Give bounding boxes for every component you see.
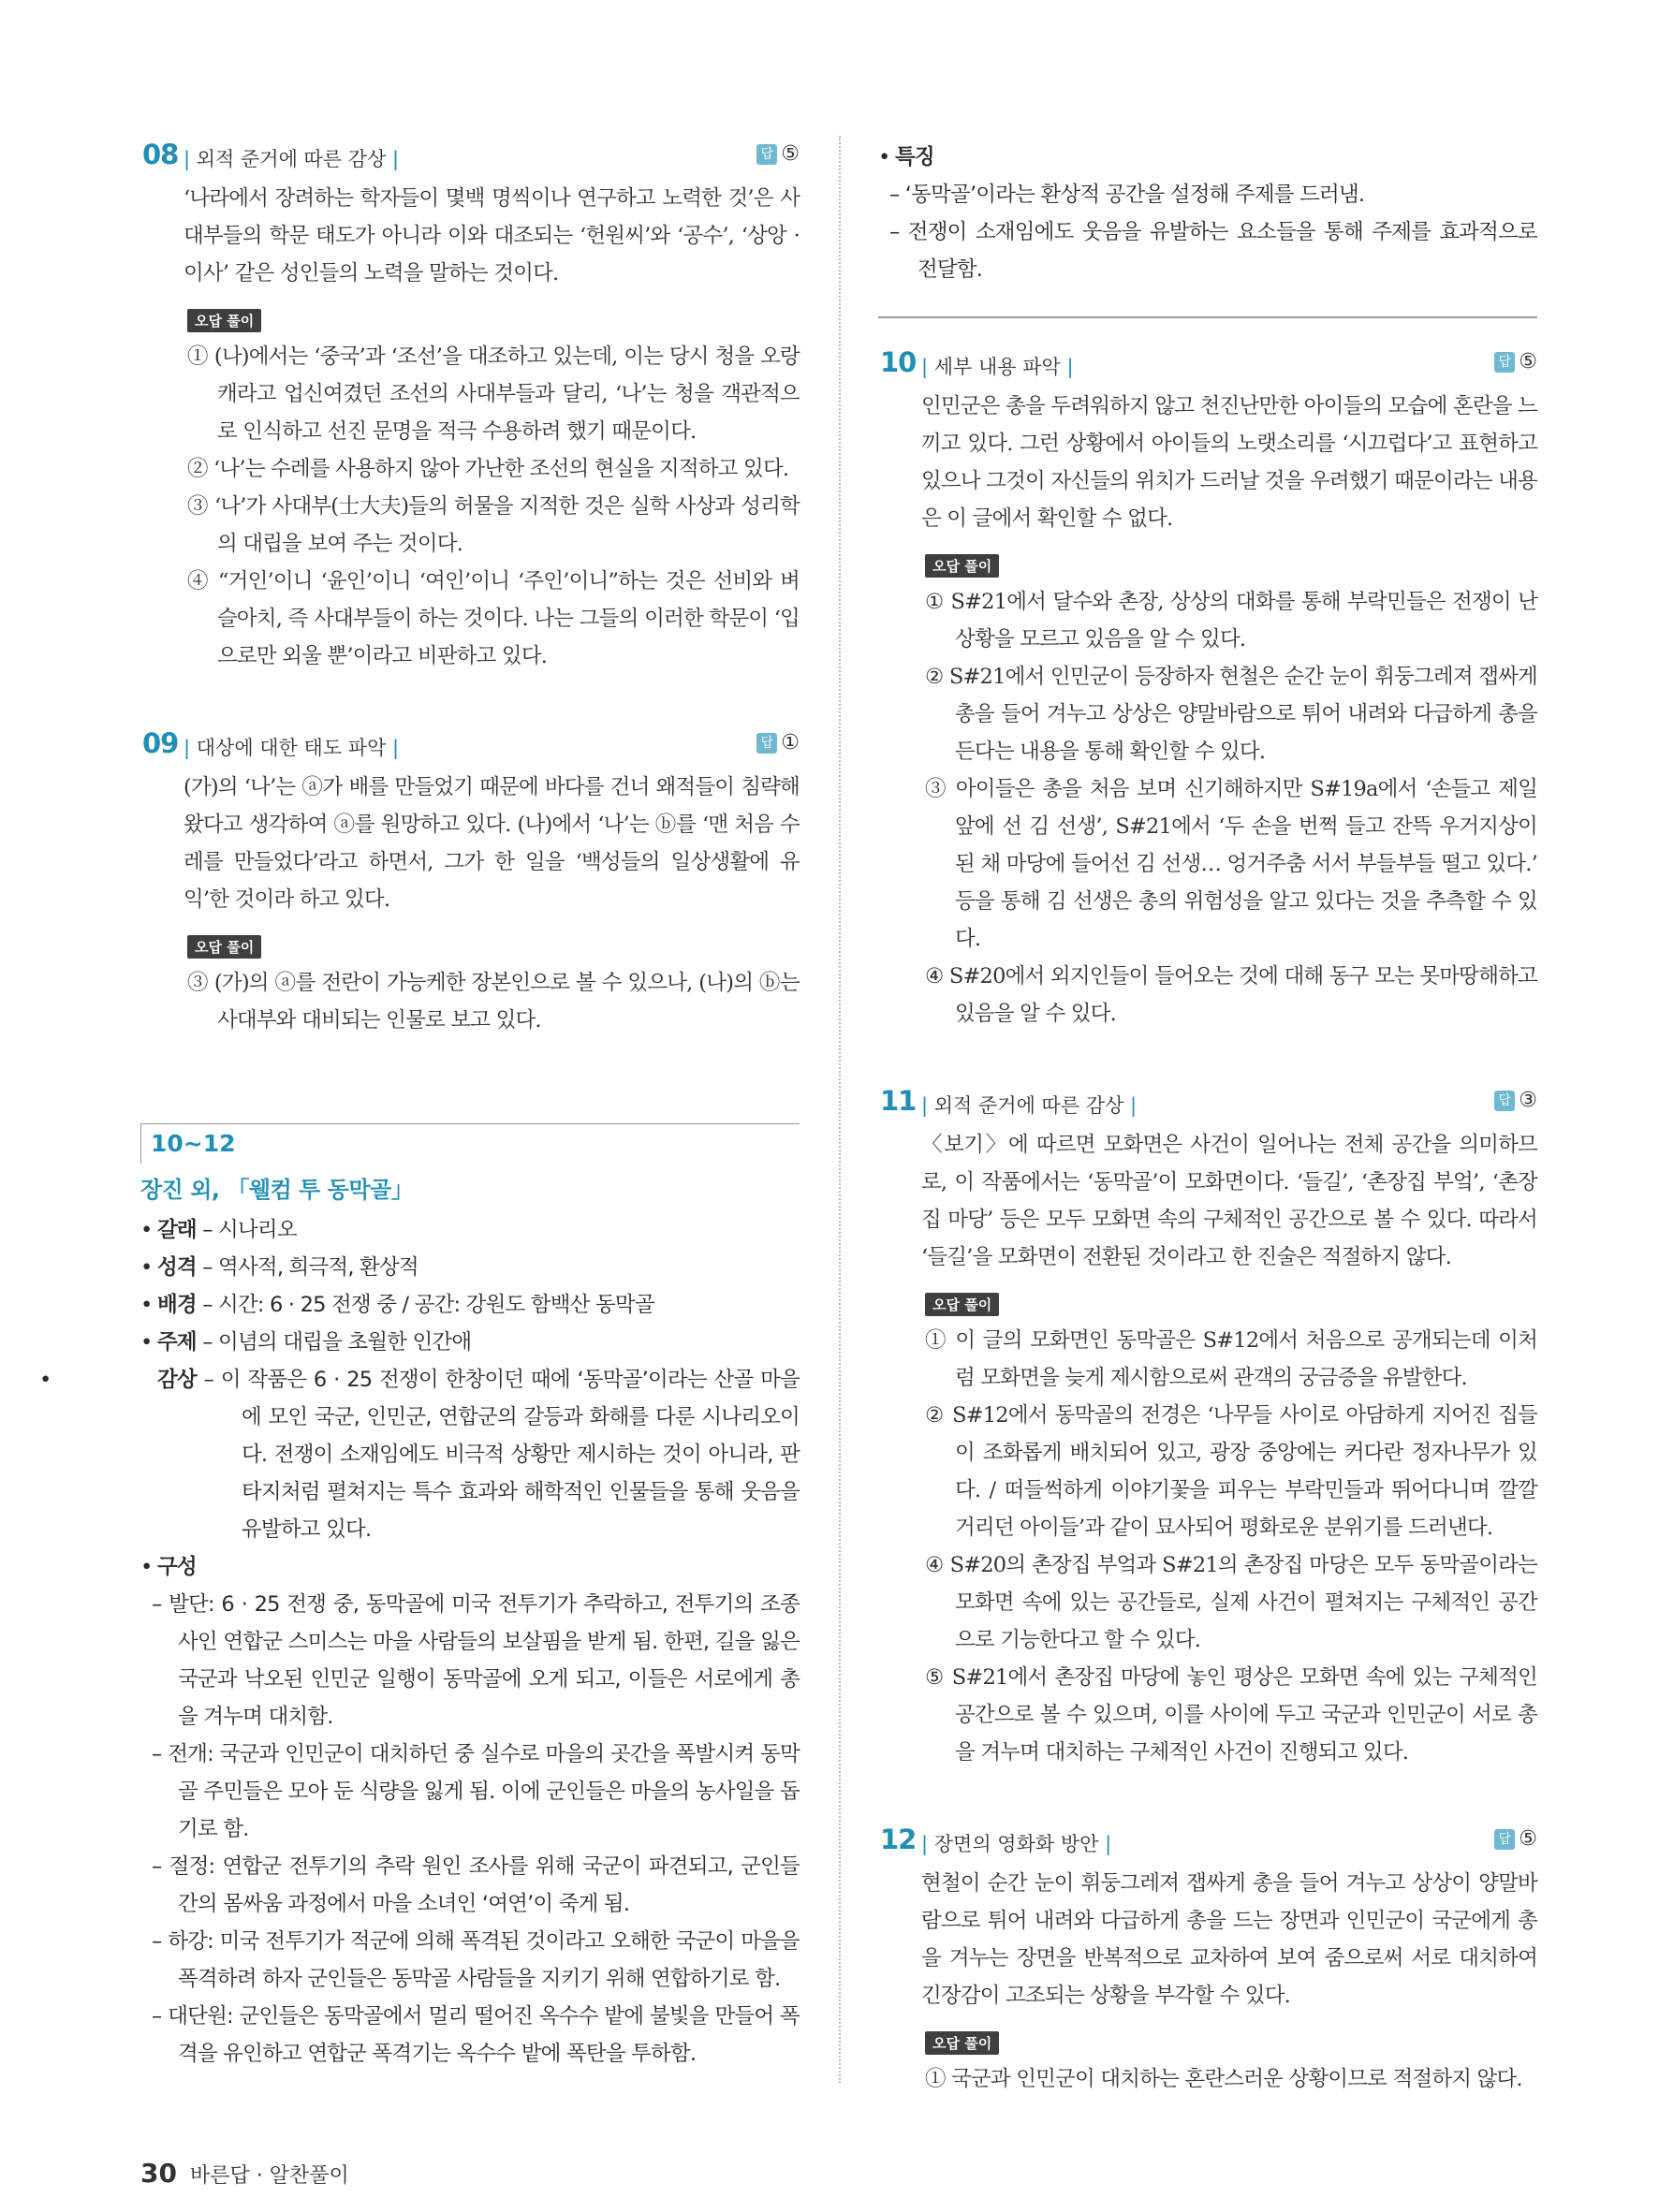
answer-icon: 답 (756, 733, 777, 754)
page-footer (140, 2158, 349, 2189)
list-item: ① 국군과 인민군이 대치하는 혼란스러운 상황이므로 적절하지 않다. (925, 2067, 1522, 2091)
list-item: ② S#12에서 동막골의 전경은 ‘나무들 사이로 아담하게 지어진 집들이 조화롭게 배치되어 있고, 광장 중앙에는 커다란 정자나무가 있다. / 떠들썩하게 이야기꽃을 피우는 부락민들과 뛰어다니며 깔깔거리던 아이들’과 같이 묘사되어 평화로운 분위기를 드러낸다. (925, 1403, 1537, 1540)
explanation-text: (가)의 ‘나’는 ⓐ가 배를 만들었기 때문에 바다를 건너 왜적들이 침략해 왔다고 생각하여 ⓐ를 원망하고 있다. (나)에서 ‘나’는 ⓑ를 ‘맨 처음 수레를 만들었다’라고 하면서, 그가 한 일을 ‘백성들의 일상생활에 유익’한 것이라 하고 있다. (184, 775, 800, 912)
explanation-text: 인민군은 총을 두려워하지 않고 천진난만한 아이들의 모습에 혼란을 느끼고 있다. 그런 상황에서 아이들의 노랫소리를 ‘시끄럽다’고 표현하고 있으나 그것이 자신들의 위치가 드러날 것을 우려했기 때문이라는 내용은 이 글에서 확인할 수 없다. (921, 394, 1537, 531)
answer-marker: 답 ⑤ (756, 142, 800, 166)
answer-marker: 답 ⑤ (1494, 350, 1537, 374)
info-setting: • 배경 – 시간: 6 · 25 전쟁 중 / 공간: 강원도 함백산 동막골 (140, 1293, 654, 1317)
list-item: ③ 아이들은 총을 처음 보며 신기해하지만 S#19a에서 ‘손들고 제일 앞에 선 김 선생’, S#21에서 ‘두 손을 번쩍 들고 잔뜩 우거지상이 된 채 마당에 들어선 김 선생… 엉거주춤 서서 부들부들 떨고 있다.’ 등을 통해 김 선생은 총의 위험성을 알고 있다는 것을 추측할 수 있다. (925, 777, 1537, 951)
wrong-answer-badge: 오답 풀이 (925, 554, 999, 578)
section-rule (878, 316, 1537, 318)
question-type: | 외적 준거에 따른 감상 | (921, 1094, 1138, 1117)
answer-marker: 답 ① (756, 731, 800, 754)
question-number: 09 (142, 727, 179, 759)
list-item: ③ (가)의 ⓐ를 전란이 가능케한 장본인으로 볼 수 있으나, (나)의 ⓑ는 사대부와 대비되는 인물로 보고 있다. (187, 971, 800, 1033)
list-item: – 대단원: 군인들은 동막골에서 멀리 떨어진 옥수수 밭에 불빛을 만들어 폭격을 유인하고 연합군 폭격기는 옥수수 밭에 폭탄을 투하함. (152, 2004, 800, 2066)
info-nature: • 성격 – 역사적, 희극적, 환상적 (140, 1255, 418, 1280)
structure-list (140, 1586, 800, 2073)
explanation-text: ‘나라에서 장려하는 학자들이 몇백 명씩이나 연구하고 노력한 것’은 사대부들의 학문 태도가 아니라 이와 대조되는 ‘헌원씨’와 ‘공수’, ‘상앙 · 이사’ 같은 성인들의 노력을 말하는 것이다. (184, 186, 800, 286)
question-10 (878, 346, 1537, 1033)
column-divider (839, 136, 841, 2083)
question-type: | 외적 준거에 따른 감상 | (184, 148, 400, 170)
list-item: ② S#21에서 인민군이 등장하자 현철은 순간 눈이 휘둥그레져 잽싸게 총을 들어 겨누고 상상은 양말바람으로 튀어 내려와 다급하게 총을 든다는 내용을 통해 확인할 수 있다. (925, 665, 1537, 764)
question-09 (140, 727, 800, 1039)
answer-icon: 답 (1494, 1829, 1515, 1850)
list-item: ③ ‘나’가 사대부(士大夫)들의 허물을 지적한 것은 실학 사상과 성리학의 대립을 보여 주는 것이다. (187, 494, 800, 556)
question-08 (140, 139, 800, 675)
list-item: ⑤ S#21에서 촌장집 마당에 놓인 평상은 모화면 속에 있는 구체적인 공간으로 볼 수 있으며, 이를 사이에 두고 국군과 인민군이 서로 총을 겨누며 대치하는 구체적인 사건이 진행되고 있다. (925, 1665, 1537, 1765)
list-item: – 절정: 연합군 전투기의 추락 원인 조사를 위해 국군이 파견되고, 군인들 간의 몸싸움 과정에서 마을 소녀인 ‘여연’이 죽게 됨. (152, 1854, 800, 1916)
info-theme: • 주제 – 이념의 대립을 초월한 인간애 (140, 1330, 472, 1355)
wrong-answer-list (187, 338, 800, 675)
list-item: ④ S#20의 촌장집 부엌과 S#21의 촌장집 마당은 모두 동막골이라는 모화면 속에 있는 공간들로, 실제 사건이 펼쳐지는 구체적인 공간으로 기능한다고 할 수 있다. (925, 1553, 1537, 1652)
section-range: 10~12 (151, 1130, 236, 1157)
list-item: ① 이 글의 모화면인 동막골은 S#12에서 처음으로 공개되는데 이처럼 모화면을 늦게 제시함으로써 관객의 궁금증을 유발한다. (925, 1328, 1537, 1390)
question-header (878, 1824, 1537, 1865)
wrong-answer-list (925, 1322, 1537, 1771)
wrong-answer-badge: 오답 풀이 (187, 935, 261, 959)
features-list (878, 176, 1537, 288)
info-appreciation: • 감상 – 이 작품은 6 · 25 전쟁이 한창이던 때에 ‘동막골’이라는 산골 마을에 모인 국군, 인민군, 연합군의 갈등과 화해를 다룬 시나리오이다. 전쟁이 소재임에도 비극적 상황만 제시하는 것이 아니라, 판타지처럼 펼쳐지는 특수 효과와 해학적인 인물들을 통해 웃음을 유발하고 있다. (39, 1368, 800, 1542)
footer-label: 바른답 · 알찬풀이 (189, 2164, 349, 2188)
wrong-answer-list (925, 2060, 1537, 2098)
work-info-list (39, 1211, 800, 1586)
question-number: 12 (880, 1824, 917, 1855)
list-item: ① S#21에서 달수와 촌장, 상상의 대화를 통해 부락민들은 전쟁이 난 상황을 모르고 있음을 알 수 있다. (925, 590, 1537, 652)
wrong-answer-badge: 오답 풀이 (925, 1293, 999, 1316)
question-header (140, 139, 800, 180)
wrong-answer-list (925, 583, 1537, 1033)
list-item: – 전쟁이 소재임에도 웃음을 유발하는 요소들을 통해 주제를 효과적으로 전달함. (889, 220, 1537, 282)
list-item: – ‘동막골’이라는 환상적 공간을 설정해 주제를 드러냄. (889, 183, 1365, 207)
question-header (878, 1085, 1537, 1126)
section-range-box (140, 1123, 800, 1164)
explanation-text: 현철이 순간 눈이 휘둥그레져 잽싸게 총을 들어 겨누고 상상이 양말바람으로 튀어 내려와 다급하게 총을 드는 장면과 인민군이 국군에게 총을 겨누는 장면을 반복적으로 교차하여 보여 줌으로써 서로 대치하여 긴장감이 고조되는 상황을 부각할 수 있다. (921, 1871, 1537, 2008)
wrong-answer-badge: 오답 풀이 (925, 2031, 999, 2055)
question-number: 08 (142, 139, 179, 170)
question-number: 10 (880, 346, 917, 378)
question-header (140, 727, 800, 769)
page-number: 30 (140, 2158, 177, 2189)
question-number: 11 (880, 1085, 917, 1117)
list-item: – 발단: 6 · 25 전쟁 중, 동막골에 미국 전투기가 추락하고, 전투기의 조종사인 연합군 스미스는 마을 사람들의 보살핌을 받게 됨. 한편, 길을 잃은 국군과 낙오된 인민군 일행이 동막골에 오게 되고, 이들은 서로에게 총을 겨누며 대치함. (152, 1592, 800, 1729)
wrong-answer-list (187, 964, 800, 1039)
list-item: ④ “거인’이니 ‘윤인’이니 ‘여인’이니 ‘주인’이니”하는 것은 선비와 벼슬아치, 즉 사대부들이 하는 것이다. 나는 그들의 이러한 학문이 ‘입으로만 외울 뿐’이라고 비판하고 있다. (187, 569, 800, 668)
answer-icon: 답 (1494, 1091, 1515, 1111)
work-title: 장진 외, 「웰컴 투 동막골」 (140, 1177, 414, 1203)
list-item: ① (나)에서는 ‘중국’과 ‘조선’을 대조하고 있는데, 이는 당시 청을 오랑캐라고 업신여겼던 조선의 사대부들과 달리, ‘나’는 청을 객관적으로 인식하고 선진 문명을 적극 수용하려 했기 때문이다. (187, 344, 800, 444)
answer-icon: 답 (756, 144, 777, 165)
wrong-answer-badge: 오답 풀이 (187, 309, 261, 332)
info-genre: • 갈래 – 시나리오 (140, 1218, 297, 1242)
answer-icon: 답 (1494, 352, 1515, 373)
info-structure: • 구성 (140, 1555, 197, 1579)
answer-marker: 답 ③ (1494, 1089, 1537, 1112)
question-type: | 대상에 대한 태도 파악 | (184, 737, 400, 759)
info-features: • 특징 (878, 145, 934, 169)
question-11 (878, 1085, 1537, 1771)
question-12 (878, 1824, 1537, 2098)
explanation-text: 〈보기〉에 따르면 모화면은 사건이 일어나는 전체 공간을 의미하므로, 이 작품에서는 ‘동막골’이 모화면이다. ‘들길’, ‘촌장집 부엌’, ‘촌장집 마당’ 등은 모두 모화면 속의 구체적인 공간으로 볼 수 있다. 따라서 ‘들길’을 모화면이 전환된 것이라고 한 진술은 적절하지 않다. (921, 1133, 1537, 1269)
question-type: | 세부 내용 파악 | (921, 356, 1074, 378)
left-column (39, 139, 800, 2073)
list-item: – 하강: 미국 전투기가 적군에 의해 폭격된 것이라고 오해한 국군이 마을을 폭격하려 하자 군인들은 동막골 사람들을 지키기 위해 연합하기로 함. (152, 1929, 800, 1991)
question-type: | 장면의 영화화 방안 | (921, 1833, 1112, 1855)
right-column (878, 139, 1537, 2098)
features-head (878, 139, 1537, 176)
question-header (878, 346, 1537, 388)
list-item: ④ S#20에서 외지인들이 들어오는 것에 대해 동구 모는 못마땅해하고 있음을 알 수 있다. (925, 964, 1537, 1026)
list-item: ② ‘나’는 수레를 사용하지 않아 가난한 조선의 현실을 지적하고 있다. (187, 457, 789, 481)
answer-marker: 답 ⑤ (1494, 1827, 1537, 1851)
list-item: – 전개: 국군과 인민군이 대치하던 중 실수로 마을의 곳간을 폭발시켜 동막골 주민들은 모아 둔 식량을 잃게 됨. 이에 군인들은 마을의 농사일을 돕기로 함. (152, 1742, 800, 1841)
